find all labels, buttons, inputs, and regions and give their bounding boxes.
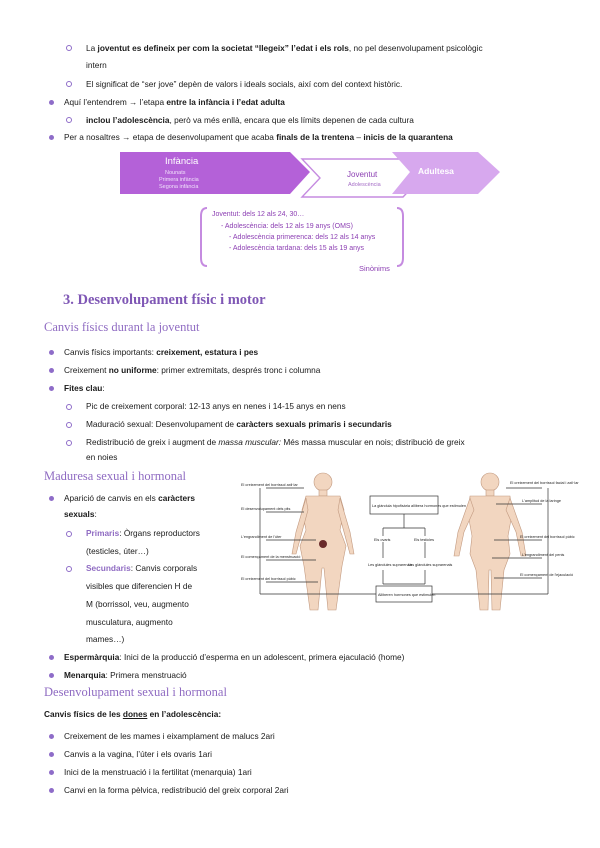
text: : xyxy=(94,509,97,519)
box-line: - Adolescència primerenca: dels 12 als 14 anys xyxy=(229,234,376,241)
text: : Òrgans reproductors xyxy=(119,528,200,538)
infancia-sub: Segona infància xyxy=(159,184,199,190)
female-uterus xyxy=(319,540,327,548)
text: Aparició de canvis en els xyxy=(64,493,156,503)
bullet xyxy=(49,788,54,793)
figure-label: Les glàndules suprarenals xyxy=(408,563,453,567)
list-item: Pic de creixement corporal: 12-13 anys en nenes i 14-15 anys en nens xyxy=(86,401,346,411)
bold-text: Fites clau xyxy=(64,383,103,393)
list-item-continuation: M (borrissol, veu, augmento xyxy=(86,599,189,609)
joventut-sub: Adolescència xyxy=(348,182,381,188)
bold-text: Canvis físics de les xyxy=(44,709,123,719)
figure-label: La glàndula hipofisària allibera hormones que estimulen xyxy=(372,504,466,508)
figure-label: Els ovaris xyxy=(374,538,391,542)
figure-label: L'engrandiment del penis xyxy=(522,553,565,557)
list-item-continuation: en noies xyxy=(86,452,118,462)
bold-text: joventut es defineix per com la societat “llegeix” l’edat i els rols xyxy=(97,43,349,53)
figure-label: El creixement del borrissol axil·lar xyxy=(241,483,298,487)
male-body xyxy=(454,473,526,610)
sub-bullet xyxy=(66,81,72,87)
bracket-right xyxy=(397,208,403,266)
text: Redistribució de greix i augment de xyxy=(86,437,219,447)
infancia-title: Infància xyxy=(165,156,199,167)
list-item xyxy=(64,382,105,395)
sub-bullet xyxy=(66,117,72,123)
bold-text: finals de la trentena xyxy=(276,132,355,142)
list-item: Canvi en la forma pèlvica, redistribució del greix corporal 2ari xyxy=(64,785,289,795)
list-item: Canvis a la vagina, l’úter i els ovaris 1ari xyxy=(64,749,213,759)
bold-text: Menarquia xyxy=(64,670,106,680)
bullet xyxy=(49,350,54,355)
bold-text: caràcters sexuals primaris i secundaris xyxy=(236,419,392,429)
text: : Inici de la producció d’esperma en un adolescent, primera ejaculació (home) xyxy=(119,652,405,662)
figure-label: L'amplitud de la laringe xyxy=(522,499,561,503)
list-item-continuation: mames…) xyxy=(86,634,125,644)
figure-label: Els testicles xyxy=(414,538,435,542)
sinonims-label: Sinònims xyxy=(359,264,390,273)
bullet xyxy=(49,655,54,660)
adultesa-title: Adultesa xyxy=(418,166,454,176)
bold-text: Espermàrquia xyxy=(64,652,120,662)
infancia-sub: Nounats xyxy=(165,170,186,176)
list-item xyxy=(64,364,320,377)
figure-label: El desenvolupament dels pits xyxy=(241,507,291,511)
subsection-heading: Desenvolupament sexual i hormonal xyxy=(44,685,227,699)
text: Creixement xyxy=(64,365,109,375)
text: : xyxy=(102,383,105,393)
list-item xyxy=(86,42,483,55)
text: , no pel desenvolupament psicològic xyxy=(348,43,483,53)
text: Maduració sexual: Desenvolupament de xyxy=(86,419,237,429)
box-line: - Adolescència: dels 12 als 19 anys (OMS) xyxy=(221,223,353,230)
list-item xyxy=(64,131,453,144)
section-heading: 3. Desenvolupament físic i motor xyxy=(63,292,266,308)
list-item xyxy=(86,418,392,431)
figure-label: L'engrandiment de l'úter xyxy=(241,535,282,539)
list-item xyxy=(64,492,195,505)
bullet xyxy=(49,135,54,140)
life-stages-diagram xyxy=(115,150,505,275)
joventut-title: Joventut xyxy=(347,170,378,179)
figure-label: Alliberen hormones que estimulen xyxy=(378,593,436,597)
bold-text: caràcters xyxy=(158,493,196,503)
sub-bullet xyxy=(66,45,72,51)
infancia-arrow xyxy=(120,152,310,194)
italic-text: massa muscular: xyxy=(218,437,282,447)
sub-bullet xyxy=(66,440,72,446)
sub-bullet xyxy=(66,566,72,572)
list-item-continuation: visibles que diferencien H de xyxy=(86,581,193,591)
infancia-sub: Primera infància xyxy=(159,177,199,183)
figure-label: El començament de la menstruació xyxy=(241,555,301,559)
bullet xyxy=(49,496,54,501)
box-line: Joventut: dels 12 als 24, 30… xyxy=(212,211,305,218)
bold-text: no uniforme xyxy=(108,365,157,375)
figure-label: El començament de l'ejaculació xyxy=(520,573,574,577)
figure-label: El creixement del borrissol facial i axil·lar xyxy=(510,481,579,485)
figure-label: El creixement del borrissol púbic xyxy=(520,535,575,539)
figure-label: El creixement del borrissol púbic xyxy=(241,577,296,581)
text: Canvis físics importants: xyxy=(64,347,157,357)
subsection-heading: Maduresa sexual i hormonal xyxy=(44,469,186,483)
bullet xyxy=(49,673,54,678)
list-item xyxy=(86,114,414,127)
text: Aquí l’entendrem → l’etapa xyxy=(64,97,167,107)
bold-text: en l’adolescència: xyxy=(147,709,222,719)
secundaris-label: Secundaris xyxy=(86,563,131,573)
bullet xyxy=(49,386,54,391)
text: : Primera menstruació xyxy=(105,670,187,680)
text: Per a nosaltres → etapa de desenvolupament que acaba xyxy=(64,132,277,142)
list-item-continuation: (testicles, úter…) xyxy=(86,546,149,556)
bold-text: inclou l’adolescència xyxy=(86,115,170,125)
sub-bullet xyxy=(66,422,72,428)
puberty-hormone-figure xyxy=(238,470,579,618)
list-item xyxy=(86,562,197,575)
bold-text: entre la infància i l’edat adulta xyxy=(166,97,285,107)
list-item-continuation: musculatura, augmento xyxy=(86,617,173,627)
figure-label: Les glàndules suprarenals xyxy=(368,563,413,567)
text: Més massa muscular en nois; distribució de greix xyxy=(281,437,465,447)
primaris-label: Primaris xyxy=(86,528,120,538)
list-item xyxy=(64,651,404,664)
text: : Canvis corporals xyxy=(130,563,198,573)
bullet xyxy=(49,100,54,105)
list-item: Creixement de les mames i eixamplament de malucs 2ari xyxy=(64,731,275,741)
bullet xyxy=(49,752,54,757)
list-item xyxy=(64,346,258,359)
paragraph xyxy=(44,708,221,721)
underlined-text: dones xyxy=(122,709,148,719)
text: , però va més enllà, encara que els límits depenen de cada cultura xyxy=(169,115,414,125)
list-item: Inici de la menstruació i la fertilitat (menarquia) 1ari xyxy=(64,767,252,777)
sub-bullet xyxy=(66,531,72,537)
bracket-left xyxy=(201,208,207,266)
list-item xyxy=(64,669,187,682)
list-item-continuation: intern xyxy=(86,60,107,70)
bold-text: sexuals xyxy=(64,509,95,519)
subsection-heading: Canvis físics durant la joventut xyxy=(44,320,200,334)
list-item xyxy=(86,527,200,540)
bullet xyxy=(49,770,54,775)
list-item-continuation xyxy=(64,508,97,521)
list-item xyxy=(86,436,465,449)
bold-text: inicis de la quarantena xyxy=(363,132,453,142)
list-item: El significat de “ser jove” depèn de valors i ideals socials, així com del context històric. xyxy=(86,79,403,89)
bold-text: creixement, estatura i pes xyxy=(156,347,259,357)
sub-bullet xyxy=(66,404,72,410)
text: : primer extremitats, després tronc i columna xyxy=(156,365,321,375)
bullet xyxy=(49,734,54,739)
box-line: - Adolescència tardana: dels 15 als 19 anys xyxy=(229,245,365,252)
bullet xyxy=(49,368,54,373)
list-item xyxy=(64,96,285,109)
text: – xyxy=(354,132,364,142)
text: La xyxy=(86,43,98,53)
